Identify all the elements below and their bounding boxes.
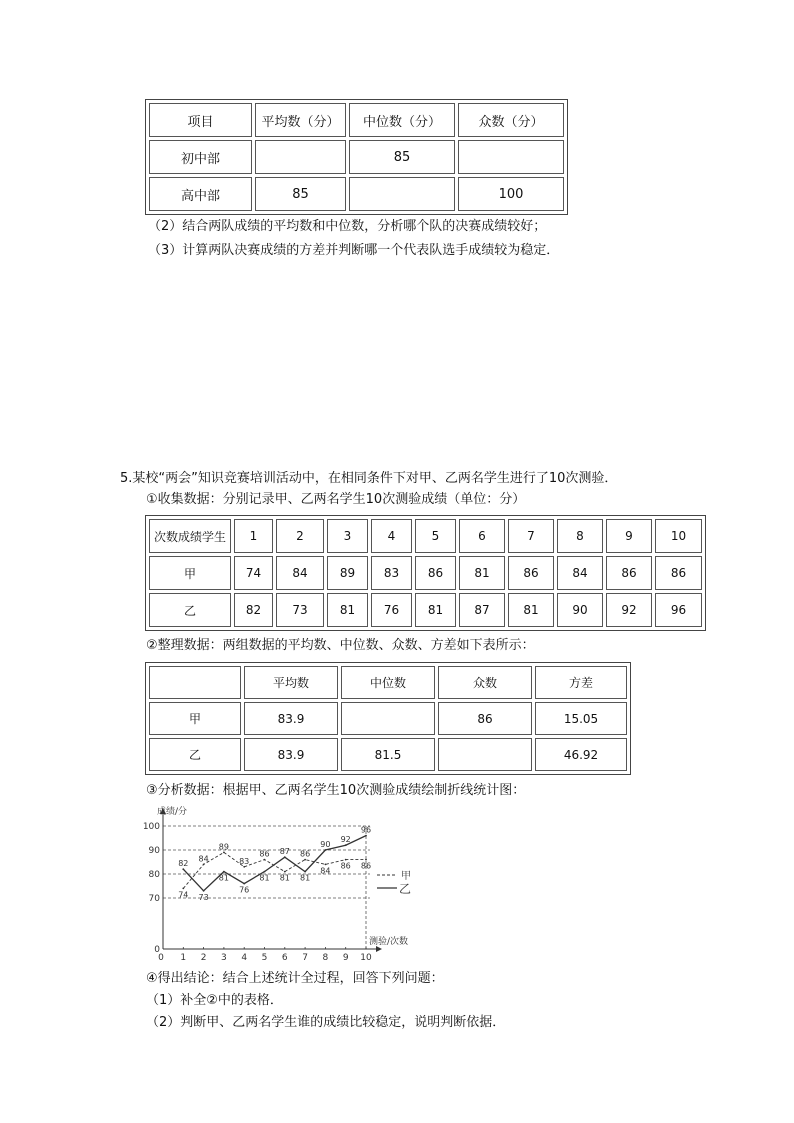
- header-cell: 众数: [438, 666, 532, 699]
- table-cell: 85: [255, 177, 346, 211]
- x-tick-label: 6: [281, 953, 288, 962]
- x-tick-label: 10: [360, 953, 372, 962]
- data-label: 87: [279, 847, 290, 857]
- data-point: [304, 871, 306, 873]
- table-cell: 甲: [149, 702, 241, 735]
- table-cell: 86: [655, 556, 702, 590]
- data-label: 82: [178, 859, 189, 869]
- x-tick-label: 1: [180, 953, 187, 962]
- data-label: 89: [218, 842, 229, 852]
- table-cell: 92: [606, 593, 652, 627]
- table-cell: 83.9: [244, 702, 338, 735]
- data-point: [345, 844, 347, 846]
- table-header-row: [149, 519, 702, 553]
- series-line-jia: [183, 849, 366, 888]
- y-tick-label: 90: [148, 846, 160, 856]
- header-cell: 10: [655, 519, 702, 553]
- x-tick-label: 9: [342, 953, 349, 962]
- data-point: [365, 835, 367, 837]
- table-cell: [458, 140, 564, 174]
- x-tick-label: 2: [200, 953, 207, 962]
- header-cell: [149, 666, 241, 699]
- data-point: [243, 883, 245, 885]
- table-row: [149, 738, 627, 771]
- table-cell: 81: [459, 556, 505, 590]
- table-cell: 82: [234, 593, 273, 627]
- y-tick-label: 100: [143, 822, 160, 832]
- table-cell: [341, 702, 435, 735]
- data-label: 96: [360, 825, 372, 835]
- data-label: 76: [239, 885, 250, 895]
- step-2-text: ②整理数据：两组数据的平均数、中位数、众数、方差如下表所示：: [146, 638, 535, 653]
- table-cell: 86: [508, 556, 554, 590]
- step-3-text: ③分析数据：根据甲、乙两名学生10次测验成绩绘制折线统计图：: [146, 783, 526, 798]
- data-point: [304, 859, 306, 861]
- header-cell: 次数成绩学生: [149, 519, 231, 553]
- data-label: 86: [340, 861, 351, 871]
- chart-legend: [377, 870, 411, 896]
- header-cell: 4: [371, 519, 412, 553]
- table-cell: 96: [655, 593, 702, 627]
- conclusion-question-2: （2）判断甲、乙两名学生谁的成绩比较稳定，说明判断依据．: [146, 1015, 506, 1030]
- table-cell: 乙: [149, 738, 241, 771]
- x-tick-label: 5: [261, 953, 268, 962]
- y-tick-label: 0: [154, 945, 160, 955]
- data-label: 81: [259, 873, 270, 883]
- header-cell: 8: [557, 519, 603, 553]
- table-row: [149, 556, 702, 590]
- score-line-chart: [143, 802, 433, 962]
- header-cell: 7: [508, 519, 554, 553]
- data-label: 81: [279, 873, 290, 883]
- table-cell: 74: [234, 556, 273, 590]
- question-3: （3）计算两队决赛成绩的方差并判断哪一个代表队选手成绩较为稳定．: [148, 243, 560, 258]
- table-cell: 81.5: [341, 738, 435, 771]
- legend-label-yi: 乙: [399, 882, 412, 896]
- data-label: 81: [300, 873, 311, 883]
- data-point: [284, 871, 286, 873]
- table-cell: 87: [459, 593, 505, 627]
- table-cell: 高中部: [149, 177, 252, 211]
- scores-table: [146, 516, 705, 630]
- x-tick-label: 7: [302, 953, 308, 962]
- table-cell: [255, 140, 346, 174]
- header-cell: 3: [327, 519, 368, 553]
- header-cell: 2: [276, 519, 324, 553]
- table-cell: 81: [327, 593, 368, 627]
- header-cell: 1: [234, 519, 273, 553]
- y-axis-label: 成绩/分: [157, 807, 188, 817]
- table-cell: 85: [349, 140, 455, 174]
- data-label: 73: [198, 892, 209, 902]
- data-point: [203, 890, 205, 892]
- table-cell: [349, 177, 455, 211]
- table-cell: 83.9: [244, 738, 338, 771]
- step-1-text: ①收集数据：分别记录甲、乙两名学生10次测验成绩（单位：分）: [146, 492, 526, 507]
- data-point: [223, 852, 225, 854]
- table-cell: 15.05: [535, 702, 627, 735]
- table-cell: 甲: [149, 556, 231, 590]
- table-cell: 81: [415, 593, 456, 627]
- data-label: 86: [259, 849, 270, 859]
- data-point: [365, 859, 367, 861]
- conclusion-question-1: （1）补全②中的表格．: [146, 993, 283, 1008]
- table-cell: 100: [458, 177, 564, 211]
- problem-5-title: 5.某校“两会”知识竞赛培训活动中，在相同条件下对甲、乙两名学生进行了10次测验．: [120, 471, 618, 486]
- data-point: [345, 859, 347, 861]
- header-cell: 项目: [149, 103, 252, 137]
- header-cell: 5: [415, 519, 456, 553]
- data-label: 83: [239, 856, 250, 866]
- header-cell: 6: [459, 519, 505, 553]
- x-tick-label: 3: [221, 953, 227, 962]
- table-cell: 89: [327, 556, 368, 590]
- table-row: [149, 140, 564, 174]
- data-label: 84: [198, 854, 209, 864]
- table-cell: 84: [276, 556, 324, 590]
- table-cell: 73: [276, 593, 324, 627]
- table-cell: 86: [415, 556, 456, 590]
- header-cell: 方差: [535, 666, 627, 699]
- series-line-yi: [183, 836, 366, 891]
- header-cell: 9: [606, 519, 652, 553]
- table-header-row: [149, 666, 627, 699]
- table-row: [149, 177, 564, 211]
- table-cell: 86: [438, 702, 532, 735]
- data-label: 84: [320, 866, 331, 876]
- y-tick-label: 80: [148, 870, 160, 880]
- x-axis-label: 测验/次数: [369, 937, 409, 947]
- table-cell: 86: [606, 556, 652, 590]
- data-point: [182, 888, 184, 890]
- table-cell: 46.92: [535, 738, 627, 771]
- question-2: （2）结合两队成绩的平均数和中位数，分析哪个队的决赛成绩较好；: [148, 219, 547, 234]
- data-point: [243, 866, 245, 868]
- data-point: [325, 849, 327, 851]
- data-label: 86: [300, 849, 311, 859]
- header-cell: 平均数（分）: [255, 103, 346, 137]
- x-tick-label: 4: [241, 953, 248, 962]
- table-cell: 83: [371, 556, 412, 590]
- school-stats-table: [146, 100, 567, 214]
- data-point: [223, 871, 225, 873]
- table-cell: 84: [557, 556, 603, 590]
- data-point: [264, 871, 266, 873]
- data-label: 90: [320, 840, 331, 849]
- data-point: [203, 864, 205, 866]
- table-row: [149, 702, 627, 735]
- statistics-table: [146, 663, 630, 774]
- data-point: [264, 859, 266, 861]
- data-label: 92: [340, 835, 351, 845]
- data-point: [284, 856, 286, 858]
- header-cell: 众数（分）: [458, 103, 564, 137]
- chart-grid: [163, 826, 370, 949]
- data-label: 81: [218, 873, 229, 883]
- table-row: [149, 593, 702, 627]
- data-label: 86: [360, 861, 372, 871]
- table-cell: 76: [371, 593, 412, 627]
- table-cell: 81: [508, 593, 554, 627]
- table-cell: 90: [557, 593, 603, 627]
- x-tick-label: 0: [158, 953, 164, 962]
- legend-label-jia: 甲: [401, 871, 411, 882]
- table-cell: [438, 738, 532, 771]
- header-cell: 中位数（分）: [349, 103, 455, 137]
- step-4-text: ④得出结论：结合上述统计全过程，回答下列问题：: [146, 971, 444, 986]
- table-cell: 初中部: [149, 140, 252, 174]
- header-cell: 中位数: [341, 666, 435, 699]
- x-tick-label: 8: [322, 953, 329, 962]
- header-cell: 平均数: [244, 666, 338, 699]
- data-point: [325, 864, 327, 866]
- data-point: [182, 868, 184, 870]
- chart-series: [182, 835, 367, 892]
- table-cell: 乙: [149, 593, 231, 627]
- data-label: 74: [178, 890, 189, 900]
- y-tick-label: 70: [148, 894, 160, 904]
- table-header-row: [149, 103, 564, 137]
